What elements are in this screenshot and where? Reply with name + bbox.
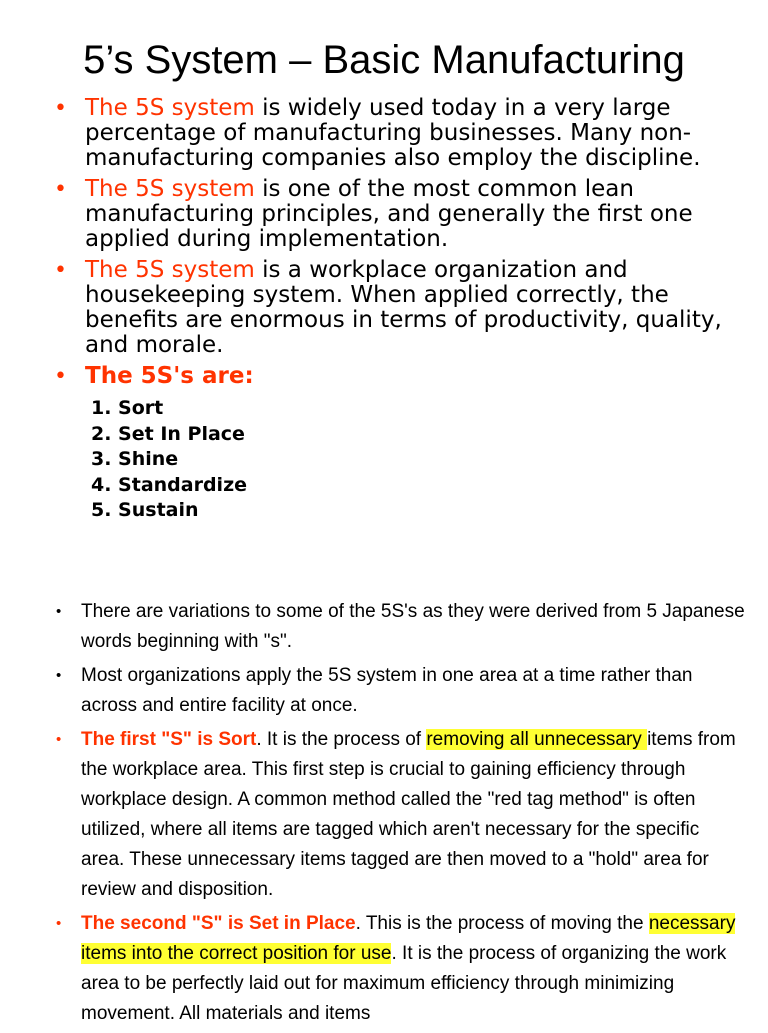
five-s-item: 5. Sustain [91, 499, 199, 521]
doc-bullet-text: Most organizations apply the 5S system in one area at a time rather than across and entire facility at once. [81, 665, 693, 716]
bullet-highlight: The 5S system [85, 257, 255, 283]
five-s-list [85, 396, 754, 524]
bullet-highlight: The 5S system [85, 95, 255, 121]
doc-bullet-text: items from the workplace area. This first step is crucial to gaining efficiency through workplace design. A common method called the "red tag method" is often utilized, where all items are tagged which aren't necessary for the specific area. These unnecessary items tagged are then moved to a "hold" area for review and disposition. [81, 729, 736, 900]
bullet-text: is one of the most common lean manufacturing principles, and generally the first one applied during implementation. [85, 176, 693, 252]
doc-bullet-text: . This is the process of moving the [355, 913, 649, 934]
doc-bullet [56, 661, 746, 721]
bullet-dot-icon: • [54, 96, 67, 121]
doc-bullet-text: There are variations to some of the 5S's as they were derived from 5 Japanese words beginning with "s". [81, 601, 745, 652]
bullet-dot-icon: • [56, 915, 62, 932]
bullet-highlight: The 5S system [85, 176, 255, 202]
doc-bullet-text: . It is the process of [256, 729, 427, 750]
slide-bullet [54, 177, 754, 252]
five-s-item: 1. Sort [91, 397, 164, 419]
doc-bullet [56, 597, 746, 657]
bullet-dot-icon: • [56, 667, 62, 684]
five-s-bullet [54, 364, 754, 524]
doc-bullet-lead: The second "S" is Set in Place [81, 913, 356, 934]
slide-bullet [54, 258, 754, 358]
bullet-dot-icon: • [54, 177, 67, 202]
document-bullet-list [56, 597, 746, 1033]
doc-bullet-text: . It is the process of organizing the work area to be perfectly laid out for maximum efficiency through minimizing movement. All materials and items [81, 943, 727, 1024]
bullet-text: is widely used today in a very large percentage of manufacturing businesses. Many non-manufacturing companies also employ the discipline. [85, 95, 701, 171]
five-s-item: 3. Shine [91, 448, 179, 470]
page-title: 5’s System – Basic Manufacturing [83, 38, 685, 82]
doc-bullet-lead: The first "S" is Sort [81, 729, 257, 750]
bullet-dot-icon: • [54, 364, 67, 389]
bullet-dot-icon: • [56, 731, 62, 748]
bullet-text: is a workplace organization and housekeeping system. When applied correctly, the benefits are enormous in terms of productivity, quality, and morale. [85, 257, 722, 358]
doc-bullet-sort [56, 725, 746, 905]
doc-bullet-set-in-place [56, 909, 746, 1029]
bullet-dot-icon: • [54, 258, 67, 283]
five-s-item: 4. Standardize [91, 473, 248, 496]
highlighted-text: removing all unnecessary [426, 729, 648, 750]
slide-bullet [54, 96, 754, 171]
bullet-dot-icon: • [56, 603, 62, 620]
highlighted-text: necessary items into the correct position for use [81, 913, 736, 964]
five-s-heading: The 5S's are: [85, 363, 254, 389]
five-s-item: 2. Set In Place [91, 422, 245, 445]
slide-bullet-list [54, 96, 754, 530]
